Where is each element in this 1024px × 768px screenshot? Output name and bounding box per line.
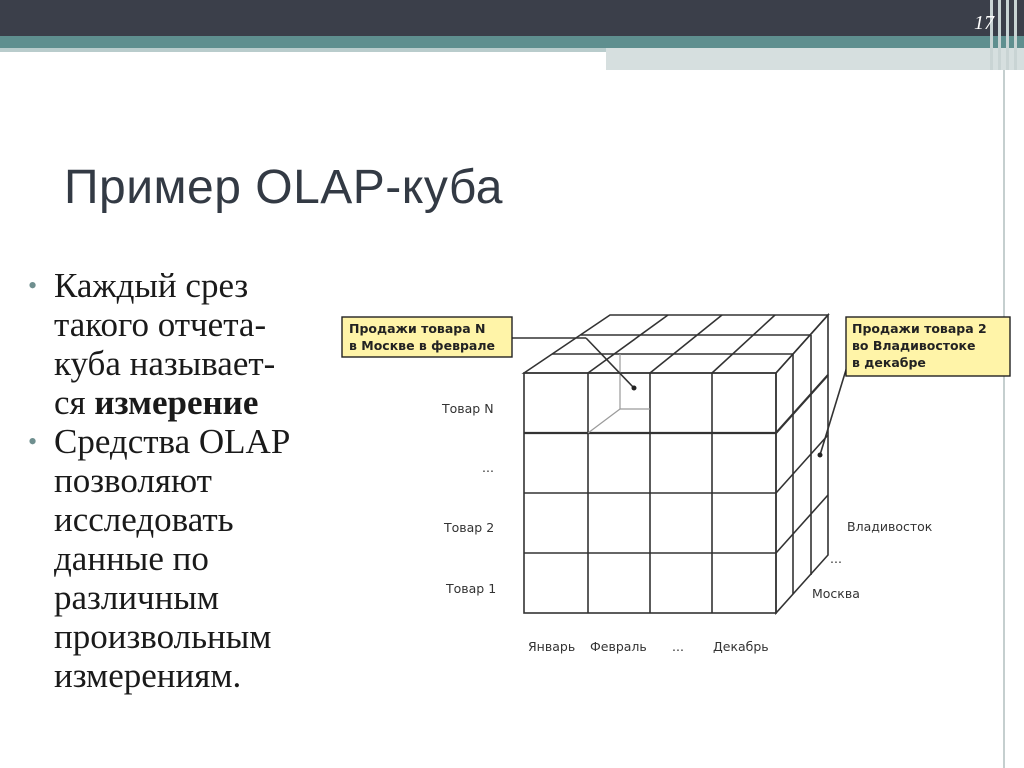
bullet-line: измерениям. xyxy=(54,656,242,695)
callout-left-line: в Москве в феврале xyxy=(349,338,495,353)
cell-marker-icon xyxy=(632,386,637,391)
callout-right-line: Продажи товара 2 xyxy=(852,321,987,336)
bullet-line: такого отчета- xyxy=(54,305,267,344)
column-label: ... xyxy=(672,639,684,654)
row-label: ... xyxy=(482,460,494,475)
bullet-line: Каждый срез xyxy=(54,266,249,305)
depth-label: Владивосток xyxy=(847,519,933,534)
bullet-line: куба называет- xyxy=(54,344,276,383)
bullet-line: данные по xyxy=(54,539,209,578)
slide-number: 17 xyxy=(974,12,994,34)
bullet-dot-icon: • xyxy=(28,427,38,456)
bullet-line: позволяют xyxy=(54,461,212,500)
bullet-line: произвольным xyxy=(54,617,272,656)
bullet-line: исследовать xyxy=(54,500,234,539)
depth-label: ... xyxy=(830,551,842,566)
bullet-line: различным xyxy=(54,578,220,617)
row-label: Товар 1 xyxy=(446,581,497,596)
bullet-text: ся xyxy=(54,383,95,422)
bullet-dot-icon: • xyxy=(28,271,38,300)
row-label: Товар 2 xyxy=(444,520,495,535)
depth-label: Москва xyxy=(812,586,860,601)
column-label: Февраль xyxy=(590,639,647,654)
bullet-emphasis: измерение xyxy=(94,383,259,422)
callout-right-line: в декабре xyxy=(852,355,926,370)
bullet-line: Средства OLAP xyxy=(54,422,291,461)
column-label: Декабрь xyxy=(713,639,769,654)
callout-right-line: во Владивостоке xyxy=(852,338,976,353)
callout-left-line: Продажи товара N xyxy=(349,321,486,336)
slide-title: Пример OLAP-куба xyxy=(64,161,503,214)
cube-top-face xyxy=(524,315,828,373)
row-label: Товар N xyxy=(442,401,494,416)
cell-marker-icon xyxy=(818,453,823,458)
column-label: Январь xyxy=(528,639,576,654)
